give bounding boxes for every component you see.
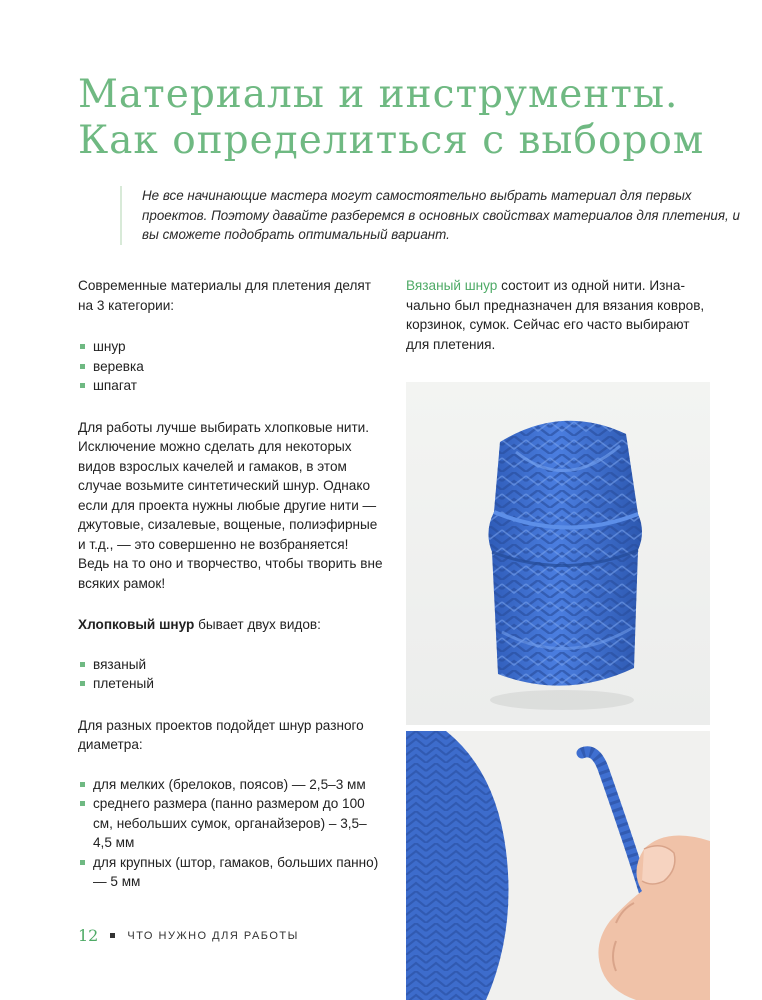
title-line-1: Материалы и инструменты. xyxy=(78,72,679,117)
categories-list xyxy=(78,337,383,396)
list-item: для крупных (штор, гамаков, больших панно) — 5 мм xyxy=(78,853,383,892)
yarn-spool-illustration xyxy=(406,382,710,725)
diameter-paragraph: Для разных проектов подойдет шнур разного диаметра: xyxy=(78,717,364,752)
section-name: ЧТО НУЖНО ДЛЯ РАБОТЫ xyxy=(127,929,299,942)
sizes-list xyxy=(78,775,383,892)
title-line-2: Как определиться с выбором xyxy=(78,118,705,163)
right-column xyxy=(406,276,712,354)
list-item: для мелких (брелоков, поясов) — 2,5–3 мм xyxy=(78,775,383,795)
cord-in-hand-photo xyxy=(406,731,710,1000)
cotton-cord-text: бывает двух видов: xyxy=(194,617,321,632)
list-item: плетеный xyxy=(78,674,383,694)
footer-bullet xyxy=(110,933,115,938)
knitted-cord-term: Вязаный шнур xyxy=(406,278,498,293)
list-item: веревка xyxy=(78,357,383,377)
yarn-spool-photo xyxy=(406,382,710,725)
cotton-cord-term: Хлопковый шнур xyxy=(78,617,195,632)
page-number: 12 xyxy=(78,926,99,945)
page-title xyxy=(78,72,738,164)
left-column xyxy=(78,276,383,892)
list-item: шнур xyxy=(78,337,383,357)
cord-types-list xyxy=(78,655,383,694)
cotton-paragraph: Для работы лучше выбирать хлопковые нити. Исключение можно сделать для некоторых видов взрослых качелей и гамаков, в этом случае возьмите синтетический шнур. Однако если для проекта нужны любые другие нити — джутовые, сизалевые, вощеные, полиэфирные и т.д., — это совершенно не возбраняется! Ведь на то оно и творчество, чтобы творить вне всяких рамок! xyxy=(78,419,383,591)
categories-intro: Современные материалы для плетения делят на 3 категории: xyxy=(78,278,372,313)
cord-in-hand-illustration xyxy=(406,731,710,1000)
intro-quote: Не все начинающие мастера могут самостоятельно выбрать материал для первых проектов. Поэтому давайте разберемся в основных свойствах материалов для плетения, и вы сможете подобрать оптимальный вариант. xyxy=(120,186,742,245)
knitted-cord-text: состоит из одной нити. Изначально был предназначен для вязания ковров, корзинок, сумок. Сейчас его часто выбирают для плетения. xyxy=(406,278,705,352)
cotton-cord-paragraph xyxy=(78,615,383,635)
list-item: среднего размера (панно размером до 100 см, небольших сумок, органайзеров) – 3,5–4,5 мм xyxy=(78,794,383,853)
list-item: вязаный xyxy=(78,655,383,675)
list-item: шпагат xyxy=(78,376,383,396)
knitted-cord-paragraph xyxy=(406,276,712,354)
page-footer xyxy=(78,926,299,945)
